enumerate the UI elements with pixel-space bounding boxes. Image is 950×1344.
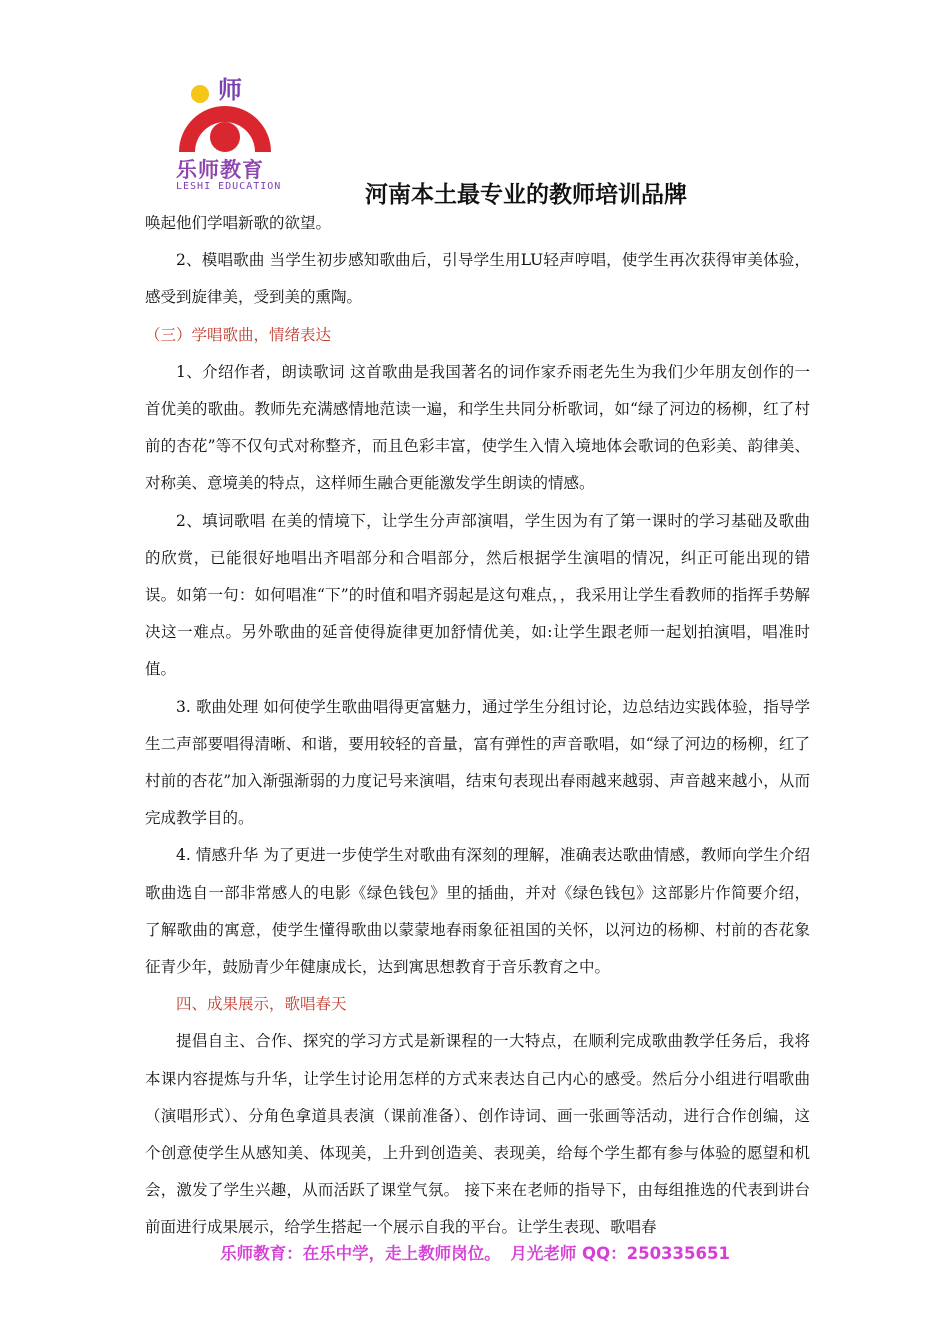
- paragraph: 提倡自主、合作、探究的学习方式是新课程的一大特点，在顺利完成歌曲教学任务后，我将本课内容提炼与升华，让学生讨论用怎样的方式来表达自己内心的感受。然后分小组进行唱歌曲（演唱形式）、分角色拿道具表演（课前准备）、创作诗词、画一张画等活动，进行合作创编，这个创意使学生从感知美、体现美，上升到创造美、表现美，给每个学生都有参与体验的愿望和机会，激发了学生兴趣，从而活跃了课堂气氛。 接下来在老师的指导下，由每组推选的代表到讲台前面进行成果展示，给学生搭起一个展示自我的平台。让学生表现、歌唱春: [145, 1032, 810, 1237]
- footer: [0, 1240, 950, 1264]
- header-title: 河南本土最专业的教师培训品牌: [365, 181, 687, 208]
- paragraph: 1、介绍作者，朗读歌词 这首歌曲是我国著名的词作家乔雨老先生为我们少年朋友创作的一首优美的歌曲。教师先充满感情地范读一遍，和学生共同分析歌词，如“绿了河边的杨柳，红了村前的杏花”等不仅句式对称整齐，而且色彩丰富，使学生入情入境地体会歌词的色彩美、韵律美、对称美、意境美的特点，这样师生融合更能激发学生朗读的情感。: [145, 362, 810, 493]
- brand-name: 乐师教育: [176, 158, 264, 182]
- section-heading: （三）学唱歌曲，情绪表达: [145, 325, 332, 344]
- paragraph: 4. 情感升华 为了更进一步使学生对歌曲有深刻的理解，准确表达歌曲情感，教师向学生介绍歌曲选自一部非常感人的电影《绿色钱包》里的插曲，并对《绿色钱包》这部影片作简要介绍，了解歌曲的寓意，使学生懂得歌曲以蒙蒙地春雨象征祖国的关怀，以河边的杨柳、村前的杏花象征青少年，鼓励青少年健康成长，达到寓思想教育于音乐教育之中。: [145, 846, 810, 977]
- brand-name-en: LESHI EDUCATION: [176, 181, 282, 192]
- paragraph: 2、填词歌唱 在美的情境下，让学生分声部演唱，学生因为有了第一课时的学习基础及歌曲的欣赏，已能很好地唱出齐唱部分和合唱部分，然后根据学生演唱的情况，纠正可能出现的错误。如第一句：如何唱准“下”的时值和唱齐弱起是这句难点，，我采用让学生看教师的指挥手势解决这一难点。另外歌曲的延音使得旋律更加舒情优美，如:让学生跟老师一起划拍演唱，唱准时值。: [145, 511, 810, 679]
- paragraph: 3. 歌曲处理 如何使学生歌曲唱得更富魅力，通过学生分组讨论，边总结边实践体验，指导学生二声部要唱得清晰、和谐，要用较轻的音量，富有弹性的声音歌唱，如“绿了河边的杨柳，红了村前的杏花”加入渐强渐弱的力度记号来演唱，结束句表现出春雨越来越弱、声音越来越小，从而完成教学目的。: [145, 697, 810, 828]
- document-body: [145, 205, 810, 1247]
- section-heading: 四、成果展示，歌唱春天: [176, 995, 347, 1014]
- paragraph: 2、模唱歌曲 当学生初步感知歌曲后，引导学生用LU轻声哼唱，使学生再次获得审美体验，感受到旋律美，受到美的熏陶。: [145, 251, 810, 307]
- logo-yellow-dot-icon: [191, 85, 209, 103]
- logo-red-circle-icon: [210, 122, 240, 152]
- logo-char: 师: [218, 76, 242, 104]
- paragraph: 唤起他们学唱新歌的欲望。: [145, 214, 332, 232]
- footer-slogan: 乐师教育：在乐中学，走上教师岗位。: [220, 1244, 501, 1263]
- footer-contact: 月光老师 QQ：250335651: [510, 1244, 730, 1263]
